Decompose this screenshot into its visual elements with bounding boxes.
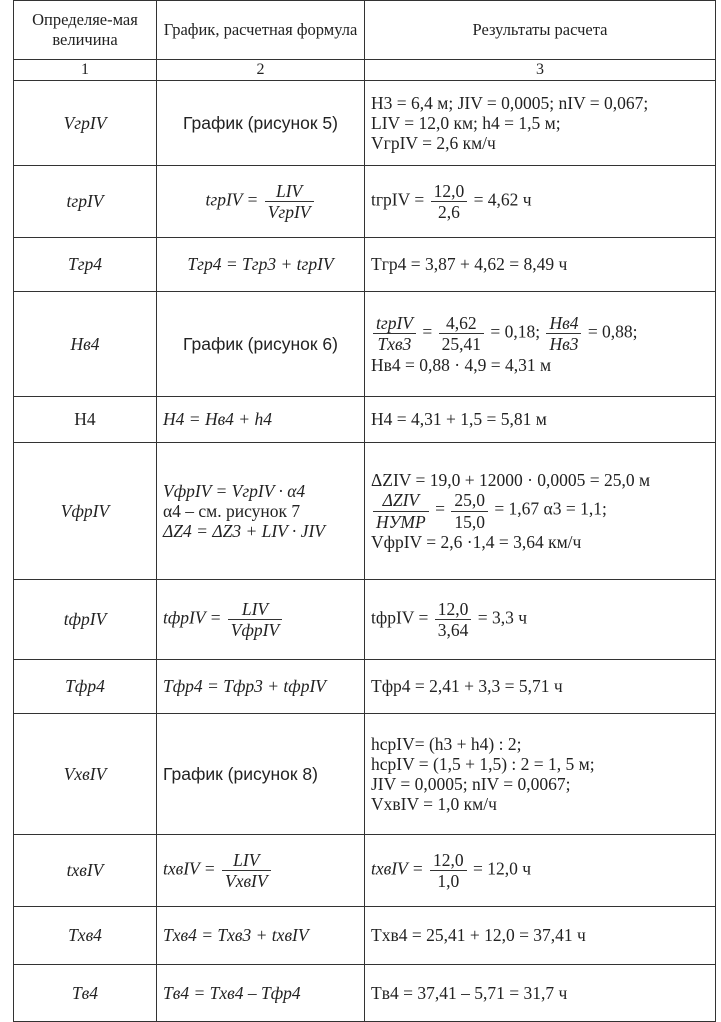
- table-row: [14, 292, 716, 397]
- formula-line: ΔZ4 = ΔZ3 + LIV · JIV: [163, 521, 325, 542]
- fraction-numerator: Hв4: [546, 313, 581, 334]
- fraction-numerator: 4,62: [439, 313, 484, 334]
- fraction-denominator: 15,0: [454, 511, 485, 532]
- fraction-numerator: LIV: [228, 599, 282, 620]
- result-fraction: [435, 599, 472, 640]
- fraction-numerator: 12,0: [435, 599, 472, 620]
- fraction-numerator: 12,0: [431, 181, 468, 202]
- table-row: [14, 238, 716, 292]
- formula-cell: H4 = Hв4 + h4: [157, 397, 365, 443]
- formula-cell: [157, 835, 365, 907]
- formula-cell: Tфр4 = Tфр3 + tфрIV: [157, 660, 365, 714]
- fraction-numerator: ΔZIV: [373, 490, 429, 511]
- formula-line: VфрIV = VгрIV · α4: [163, 480, 306, 501]
- table-row: [14, 714, 716, 835]
- result-cell: [365, 443, 716, 580]
- result-line: [371, 490, 709, 531]
- table-row: [14, 580, 716, 660]
- fraction-denominator: 1,0: [437, 871, 460, 891]
- fraction-denominator: Hв3: [549, 334, 579, 355]
- formula-cell: График (рисунок 8): [157, 714, 365, 835]
- column-number-3: 3: [365, 60, 716, 81]
- formula-cell: [157, 166, 365, 238]
- result-tail: = 1,67 α3 = 1,1;: [494, 499, 607, 520]
- result-cell: [365, 292, 716, 397]
- result-cell: Tгр4 = 3,87 + 4,62 = 8,49 ч: [365, 238, 716, 292]
- fraction-numerator: tгрIV: [373, 313, 416, 334]
- formula-cell: График (рисунок 5): [157, 81, 365, 166]
- formula-fraction: [228, 599, 282, 640]
- result-cell: Tхв4 = 25,41 + 12,0 = 37,41 ч: [365, 907, 716, 965]
- result-cell: [365, 835, 716, 907]
- result-cell: Tфр4 = 2,41 + 3,3 = 5,71 ч: [365, 660, 716, 714]
- quantity-cell: VфрIV: [14, 443, 157, 580]
- result-cell: [365, 714, 716, 835]
- result-fraction: [373, 490, 429, 531]
- formula-fraction: [265, 181, 314, 222]
- fraction-denominator: 2,6: [437, 202, 460, 222]
- result-cell: Tв4 = 37,41 – 5,71 = 31,7 ч: [365, 965, 716, 1022]
- formula-cell: График (рисунок 6): [157, 292, 365, 397]
- result-line: Hв4 = 0,88 · 4,9 = 4,31 м: [371, 354, 552, 375]
- result-cell: [365, 166, 716, 238]
- table-row: [14, 166, 716, 238]
- fraction-denominator: Tхв3: [377, 334, 412, 355]
- result-line: hсрIV= (h3 + h4) : 2;: [371, 733, 522, 754]
- formula-lhs: tфрIV =: [163, 607, 222, 628]
- result-fraction: [451, 490, 488, 531]
- fraction-denominator: VхвIV: [225, 871, 268, 891]
- fraction-denominator: 3,64: [437, 620, 469, 640]
- header-quantity: Определяе-мая величина: [14, 1, 157, 60]
- result-line: VхвIV = 1,0 км/ч: [371, 794, 497, 815]
- result-end: = 0,88;: [587, 321, 638, 342]
- formula-cell: [157, 443, 365, 580]
- quantity-cell: tхвIV: [14, 835, 157, 907]
- result-rhs: = 12,0 ч: [473, 858, 532, 879]
- fraction-numerator: LIV: [265, 181, 314, 202]
- formula-cell: Tхв4 = Tхв3 + tхвIV: [157, 907, 365, 965]
- fraction-denominator: 25,41: [441, 334, 481, 355]
- quantity-cell: Tфр4: [14, 660, 157, 714]
- result-fraction: [430, 850, 467, 891]
- quantity-cell: Tгр4: [14, 238, 157, 292]
- result-line: VфрIV = 2,6 ·1,4 = 3,64 км/ч: [371, 531, 582, 552]
- result-rhs: = 3,3 ч: [477, 607, 528, 628]
- quantity-cell: Tхв4: [14, 907, 157, 965]
- result-line: LIV = 12,0 км; h4 = 1,5 м;: [371, 112, 561, 133]
- result-fraction: [439, 313, 484, 354]
- result-line: hсрIV = (1,5 + 1,5) : 2 = 1, 5 м;: [371, 753, 595, 774]
- formula-line: α4 – см. рисунок 7: [163, 500, 301, 521]
- calculation-table: [13, 0, 716, 1022]
- result-lhs: tгрIV =: [371, 189, 425, 210]
- equals-sign: =: [422, 321, 433, 342]
- formula-lhs: tхвIV =: [163, 858, 216, 879]
- formula-cell: [157, 580, 365, 660]
- result-line: H3 = 6,4 м; JIV = 0,0005; nIV = 0,067;: [371, 92, 649, 113]
- table-row: [14, 835, 716, 907]
- result-line: [371, 313, 709, 354]
- fraction-denominator: HУМР: [376, 511, 426, 532]
- header-row: [14, 1, 716, 60]
- formula-lhs: tгрIV =: [205, 189, 259, 210]
- formula-cell: Tв4 = Tхв4 – Tфр4: [157, 965, 365, 1022]
- table-row: [14, 907, 716, 965]
- fraction-numerator: LIV: [222, 850, 271, 871]
- column-number-1: 1: [14, 60, 157, 81]
- result-fraction: [431, 181, 468, 222]
- header-results: Результаты расчета: [365, 1, 716, 60]
- table-row: [14, 397, 716, 443]
- quantity-cell: VгрIV: [14, 81, 157, 166]
- fraction-numerator: 12,0: [430, 850, 467, 871]
- column-number-2: 2: [157, 60, 365, 81]
- quantity-cell: Hв4: [14, 292, 157, 397]
- table-row: [14, 443, 716, 580]
- table-row: [14, 660, 716, 714]
- quantity-cell: VхвIV: [14, 714, 157, 835]
- result-line: ΔZIV = 19,0 + 12000 · 0,0005 = 25,0 м: [371, 470, 651, 491]
- result-lhs: tфрIV =: [371, 607, 429, 628]
- fraction-denominator: VгрIV: [267, 202, 311, 222]
- header-formula: График, расчетная формула: [157, 1, 365, 60]
- result-cell: [365, 580, 716, 660]
- quantity-cell: H4: [14, 397, 157, 443]
- result-middle: = 0,18;: [490, 321, 541, 342]
- result-cell: H4 = 4,31 + 1,5 = 5,81 м: [365, 397, 716, 443]
- table-row: [14, 81, 716, 166]
- result-line: VгрIV = 2,6 км/ч: [371, 133, 496, 154]
- result-lhs: tхвIV =: [371, 858, 424, 879]
- fraction-denominator: VфрIV: [230, 620, 280, 640]
- quantity-cell: Tв4: [14, 965, 157, 1022]
- result-fraction: [373, 313, 416, 354]
- result-rhs: = 4,62 ч: [473, 189, 532, 210]
- quantity-cell: tгрIV: [14, 166, 157, 238]
- quantity-cell: tфрIV: [14, 580, 157, 660]
- column-numbers-row: [14, 60, 716, 81]
- result-cell: [365, 81, 716, 166]
- formula-fraction: [222, 850, 271, 891]
- table-row: [14, 965, 716, 1022]
- fraction-numerator: 25,0: [451, 490, 488, 511]
- result-fraction: [546, 313, 581, 354]
- equals-sign: =: [435, 499, 445, 520]
- formula-cell: Tгр4 = Tгр3 + tгрIV: [157, 238, 365, 292]
- result-line: JIV = 0,0005; nIV = 0,0067;: [371, 774, 571, 794]
